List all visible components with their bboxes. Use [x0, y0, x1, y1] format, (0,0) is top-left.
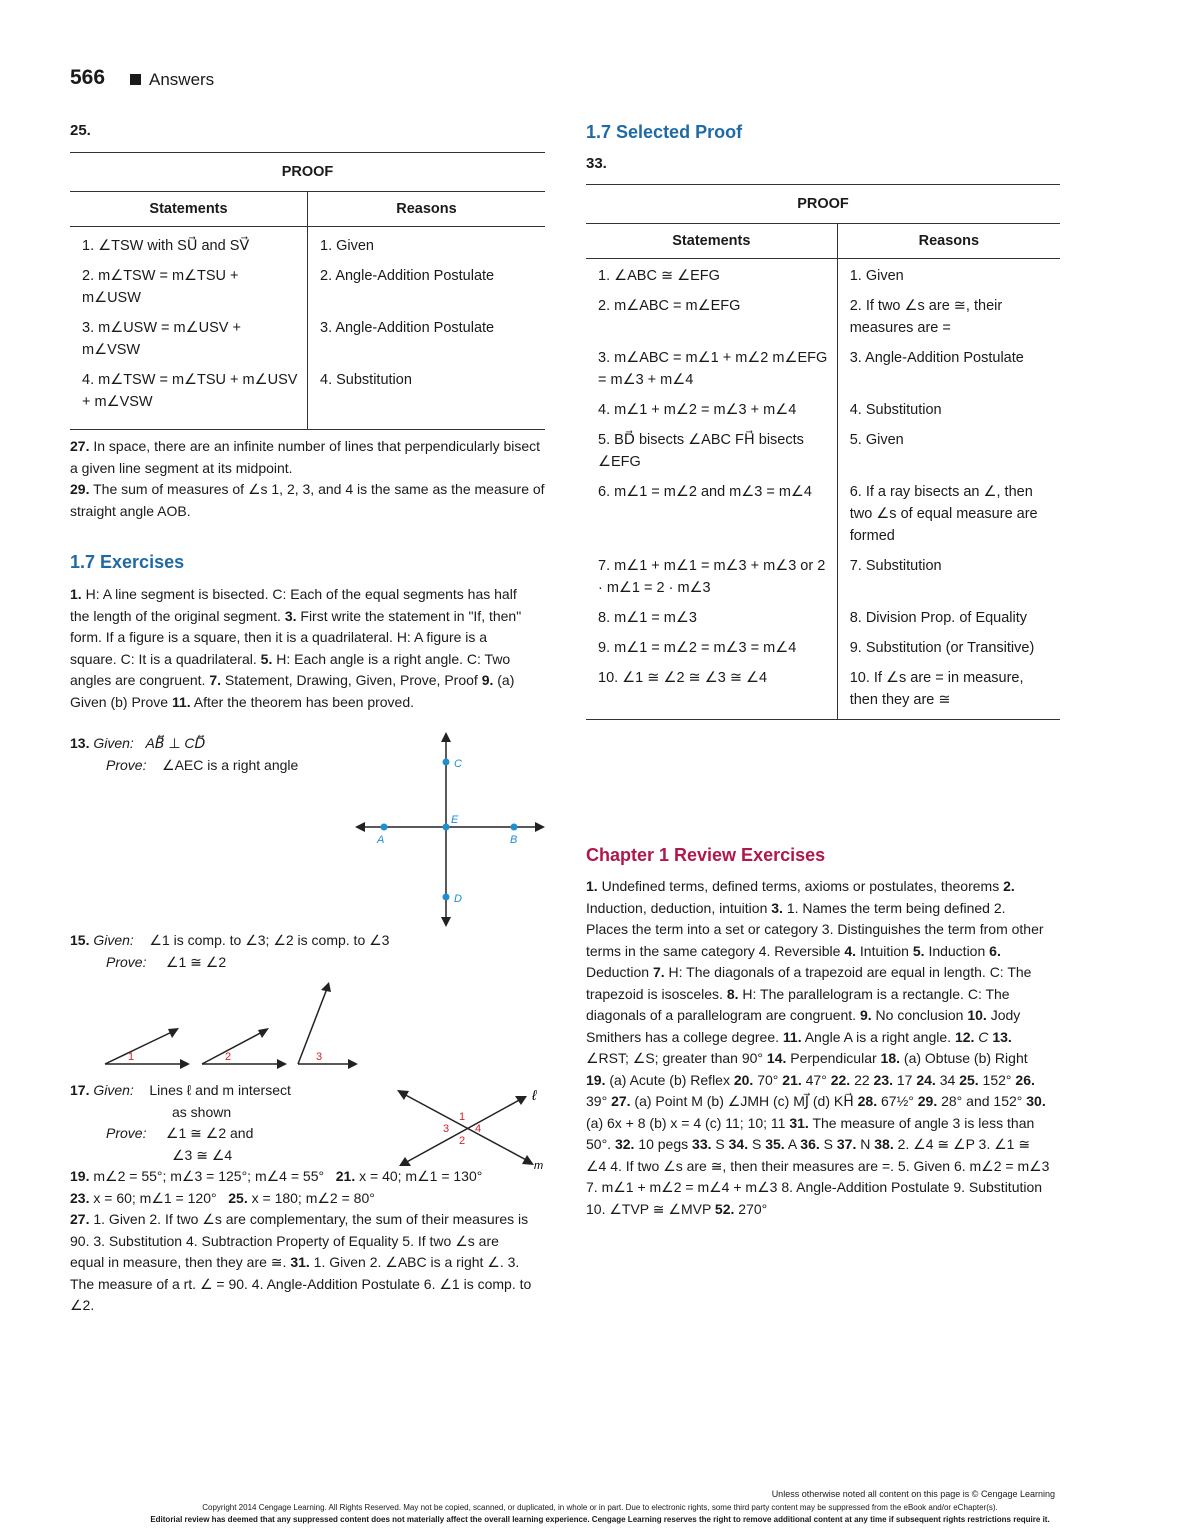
selected-proof-title: 1.7 Selected Proof — [586, 122, 743, 142]
angle-2-label: 2 — [225, 1051, 232, 1063]
angle-1-label: 1 — [459, 1111, 466, 1123]
footer-notice: Unless otherwise noted all content on this page is © Cengage Learning — [771, 1489, 1055, 1499]
proof-25-table — [70, 152, 545, 430]
angle-4-label: 4 — [475, 1123, 482, 1135]
figure-15-angles — [100, 978, 360, 1070]
exercise-answers-1-11: 1. H: A line segment is bisected. C: Each of the equal segments has half the length of the original segment. 3. First write the statement in "If, then" form. If a figure is a square, then it is a quadrilateral. H: A figure is a square. C: It is a quadrilateral. 5. H: Each angle is a right angle. C: Two angles are congruent. 7. Statement, Drawing, Given, Prove, Proof 9. (a) Given (b) Prove 11. After the theorem has been proved. — [70, 586, 522, 710]
footer-editorial: Editorial review has deemed that any suppressed content does not materially affect the overall learning experience. Cengage Learning reserves the right to remove additional content at any time if subsequent rights restrictions require it. — [150, 1515, 1050, 1524]
angle-3-label: 3 — [443, 1123, 450, 1135]
reason: 9. Substitution (or Transitive) — [849, 640, 1035, 656]
col-reasons: Reasons — [837, 224, 1060, 259]
proof-33-table — [586, 184, 1060, 720]
statement: 3. m∠ABC = m∠1 + m∠2 m∠EFG = m∠3 + m∠4 — [586, 343, 837, 395]
proof-title: PROOF — [70, 153, 545, 192]
statement: 8. m∠1 = m∠3 — [586, 603, 837, 633]
exercise-15: 15. Given: ∠1 is comp. to ∠3; ∠2 is comp. to ∠3 Prove: ∠1 ≅ ∠2 — [70, 932, 390, 970]
line-l-label: ℓ — [532, 1087, 537, 1103]
exercise-answers-19-31: 19. m∠2 = 55°; m∠3 = 125°; m∠4 = 55° 21. x = 40; m∠1 = 130° 23. x = 60; m∠1 = 120° 25. x = 180; m∠2 = 80° 27. 1. Given 2. If two ∠s are complementary, the sum of their measures is 90. 3. Substitution 4. Subtraction Property of Equality 5. If two ∠s are equal in measure, then they are ≅. 31. 1. Given 2. ∠ABC is a right ∠. 3. The measure of a rt. ∠ = 90. 4. Angle-Addition Postulate 6. ∠1 is comp. to ∠2. — [70, 1168, 532, 1313]
col-reasons: Reasons — [308, 192, 546, 227]
figure-13-perpendicular-lines — [350, 732, 550, 932]
reason: 6. If a ray bisects an ∠, then two ∠s of equal measure are formed — [849, 484, 1038, 544]
angle-1-label: 1 — [128, 1051, 135, 1063]
statement: 1. ∠TSW with SU⃗ and SV⃗ — [70, 227, 308, 262]
footer-copyright: Copyright 2014 Cengage Learning. All Rights Reserved. May not be copied, scanned, or duplicated, in whole or in part. Due to electronic rights, some third party content may be suppressed from the eBook and/or eChapter(s). — [202, 1503, 998, 1512]
review-title: Chapter 1 Review Exercises — [586, 845, 826, 865]
exercise-17: 17. Given: Lines ℓ and m intersect as shown Prove: ∠1 ≅ ∠2 and ∠3 ≅ ∠4 — [70, 1082, 291, 1163]
angle-3-label: 3 — [316, 1051, 323, 1063]
label-c: C — [454, 758, 462, 770]
statement: 4. m∠TSW = m∠TSU + m∠USV + m∠VSW — [70, 365, 308, 430]
review-answers: 1. Undefined terms, defined terms, axioms or postulates, theorems 2. Induction, deduction, intuition 3. 1. Names the term being defined 2. Places the term into a set or category 3. Distinguishes the term from other terms in the same category 4. Reversible 4. Intuition 5. Induction 6. Deduction 7. H: The diagonals of a trapezoid are equal in length. C: The trapezoid is isosceles. 8. H: The parallelogram is a rectangle. C: The diagonals of a parallelogram are congruent. 9. No conclusion 10. Jody Smithers has a college degree. 11. Angle A is a right angle. 12. C 13. ∠RST; ∠S; greater than 90° 14. Perpendicular 18. (a) Obtuse (b) Right 19. (a) Acute (b) Reflex 20. 70° 21. 47° 22. 22 23. 17 24. 34 25. 152° 26. 39° 27. (a) Point M (b) ∠JMH (c) MJ⃗ (d) KH⃗ 28. 67½° 29. 28° and 152° 30. (a) 6x + 8 (b) x = 4 (c) 11; 10; 11 31. The measure of angle 3 is less than 50°. 32. 10 pegs 33. S 34. S 35. A 36. S 37. N 38. 2. ∠4 ≅ ∠P 3. ∠1 ≅ ∠4 4. If two ∠s are ≅, then their measures are =. 5. Given 6. m∠2 = m∠3 7. m∠1 + m∠2 = m∠4 + m∠3 8. Angle-Addition Postulate 9. Substitution 10. ∠TVP ≅ ∠MVP 52. 270° — [586, 878, 1050, 1217]
statement: 2. m∠ABC = m∠EFG — [586, 291, 837, 343]
reason: 2. If two ∠s are ≅, their measures are = — [849, 298, 1003, 336]
exercise-13: 13. Given: AB⃡ ⊥ CD⃡ Prove: ∠AEC is a right angle — [70, 735, 299, 773]
label-b: B — [510, 834, 518, 846]
col-statements: Statements — [586, 224, 837, 259]
statement: 6. m∠1 = m∠2 and m∠3 = m∠4 — [586, 477, 837, 551]
reason: 7. Substitution — [849, 558, 942, 574]
page-number: 566 — [70, 66, 106, 89]
statement: 10. ∠1 ≅ ∠2 ≅ ∠3 ≅ ∠4 — [586, 663, 837, 720]
section-title: Answers — [149, 70, 215, 89]
proof-title: PROOF — [586, 185, 1060, 224]
reason: 5. Given — [849, 432, 904, 448]
label-d: D — [454, 893, 462, 905]
reason: 1. Given — [849, 268, 904, 284]
reason: 4. Substitution — [849, 402, 942, 418]
reason: 3. Angle-Addition Postulate — [849, 350, 1024, 366]
statement: 2. m∠TSW = m∠TSU + m∠USW — [70, 261, 308, 313]
label-a: A — [377, 834, 385, 846]
reason: 1. Given — [320, 238, 374, 254]
angle-2-label: 2 — [459, 1135, 466, 1147]
exercises-title: 1.7 Exercises — [70, 552, 185, 572]
line-m-label: m — [534, 1160, 544, 1172]
proof-25-label: 25. — [70, 122, 91, 139]
figure-17-intersecting-lines — [395, 1078, 550, 1173]
reason: 3. Angle-Addition Postulate — [320, 320, 495, 336]
statement: 1. ∠ABC ≅ ∠EFG — [586, 259, 837, 292]
col-statements: Statements — [70, 192, 308, 227]
statement: 3. m∠USW = m∠USV + m∠VSW — [70, 313, 308, 365]
statement: 4. m∠1 + m∠2 = m∠3 + m∠4 — [586, 395, 837, 425]
label-e: E — [451, 814, 459, 826]
reason: 8. Division Prop. of Equality — [849, 610, 1028, 626]
reason: 4. Substitution — [308, 365, 546, 430]
reason: 2. Angle-Addition Postulate — [320, 268, 495, 284]
reason: 10. If ∠s are = in measure, then they are ≅ — [837, 663, 1060, 720]
statement: 5. BD⃗ bisects ∠ABC FH⃗ bisects ∠EFG — [586, 425, 837, 477]
statement: 7. m∠1 + m∠1 = m∠3 + m∠3 or 2 · m∠1 = 2 · m∠3 — [586, 551, 837, 603]
answer-27-29: 27. In space, there are an infinite number of lines that perpendicularly bisect a given line segment at its midpoint. 29. The sum of measures of ∠s 1, 2, 3, and 4 is the same as the measure of straight angle AOB. — [70, 438, 545, 519]
statement: 9. m∠1 = m∠2 = m∠3 = m∠4 — [586, 633, 837, 663]
header-square-icon — [130, 74, 141, 85]
proof-33-label: 33. — [586, 155, 607, 172]
